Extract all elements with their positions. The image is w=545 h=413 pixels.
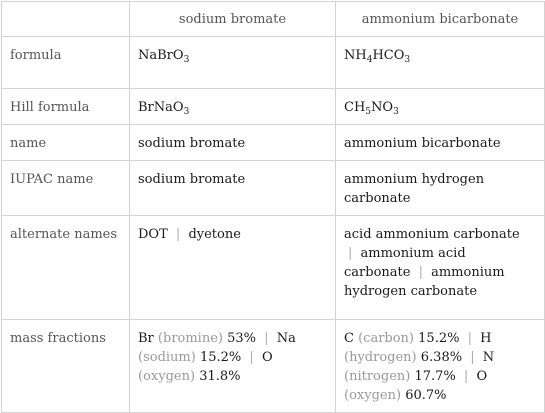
table-row-formula: [2, 37, 545, 89]
table-row-iupac-name: [2, 161, 545, 216]
separator: |: [348, 246, 353, 261]
column-header-ammonium-bicarbonate: ammonium bicarbonate: [336, 2, 545, 37]
mass-fraction-value: 15.2%: [418, 331, 460, 346]
formula-part: NaBrO: [138, 48, 184, 63]
name-sodium-bromate: sodium bromate: [130, 125, 336, 161]
alternate-name: dyetone: [188, 227, 241, 242]
corner-cell: [2, 2, 130, 37]
table-row-alternate-names: [2, 216, 545, 320]
separator: |: [463, 369, 469, 384]
comparison-table: [1, 1, 545, 413]
alternate-name: ammonium hydrogen carbonate: [344, 265, 505, 299]
mass-fraction-value: 31.8%: [199, 369, 241, 384]
formula-part: NH: [344, 48, 367, 63]
formula-subscript: 4: [366, 55, 373, 65]
formula-part: CH: [344, 100, 366, 115]
hill-formula-ammonium-bicarbonate: [336, 89, 545, 125]
formula-subscript: 3: [404, 55, 411, 65]
row-label-iupac-name: IUPAC name: [2, 161, 130, 216]
mass-fraction-value: 17.7%: [414, 369, 456, 384]
alternate-names-ammonium-bicarbonate: [336, 216, 545, 320]
formula-subscript: 3: [183, 107, 190, 117]
element-symbol: Br: [138, 331, 154, 346]
mass-fraction-value: 53%: [227, 331, 257, 346]
element-name: (bromine): [157, 331, 223, 346]
element-symbol: O: [261, 350, 273, 365]
element-symbol: O: [476, 369, 488, 384]
formula-subscript: 3: [393, 107, 399, 117]
element-symbol: Na: [276, 331, 296, 346]
formula-part: NO: [371, 100, 394, 115]
header-row: [2, 2, 545, 37]
element-name: (sodium): [138, 350, 196, 365]
table-row-hill-formula: [2, 89, 545, 125]
formula-part: BrNaO: [138, 100, 184, 115]
hill-formula-sodium-bromate: [130, 89, 336, 125]
row-label-hill-formula: Hill formula: [2, 89, 130, 125]
row-label-mass-fractions: mass fractions: [2, 320, 130, 413]
formula-ammonium-bicarbonate: [336, 37, 545, 89]
row-label-alternate-names: alternate names: [2, 216, 130, 320]
element-symbol: C: [344, 331, 354, 346]
element-name: (oxygen): [344, 388, 402, 403]
name-ammonium-bicarbonate: ammonium bicarbonate: [336, 125, 545, 161]
alternate-name: DOT: [138, 227, 168, 242]
element-name: (nitrogen): [344, 369, 411, 384]
table-row-mass-fractions: [2, 320, 545, 413]
mass-fraction-value: 6.38%: [420, 350, 463, 365]
iupac-name-sodium-bromate: sodium bromate: [130, 161, 336, 216]
separator: |: [467, 331, 472, 346]
separator: |: [175, 227, 181, 242]
alternate-name: ammonium acid carbonate: [344, 246, 466, 280]
mass-fractions-sodium-bromate: [130, 320, 336, 413]
mass-fraction-value: 15.2%: [199, 350, 242, 365]
formula-subscript: 5: [365, 107, 372, 117]
element-name: (hydrogen): [344, 350, 417, 365]
mass-fractions-ammonium-bicarbonate: [336, 320, 545, 413]
table-row-name: [2, 125, 545, 161]
row-label-name: name: [2, 125, 130, 161]
mass-fraction-value: 60.7%: [405, 388, 447, 403]
separator: |: [418, 265, 423, 280]
alternate-names-sodium-bromate: [130, 216, 336, 320]
separator: |: [470, 350, 475, 365]
column-header-sodium-bromate: sodium bromate: [130, 2, 336, 37]
element-symbol: H: [480, 331, 492, 346]
separator: |: [264, 331, 269, 346]
element-symbol: N: [482, 350, 495, 365]
iupac-name-ammonium-bicarbonate: ammonium hydrogen carbonate: [336, 161, 545, 216]
row-label-formula: formula: [2, 37, 130, 89]
formula-subscript: 3: [183, 55, 190, 65]
element-name: (oxygen): [138, 369, 196, 384]
formula-part: HCO: [372, 48, 405, 63]
separator: |: [249, 350, 254, 365]
element-name: (carbon): [358, 331, 415, 346]
alternate-name: acid ammonium carbonate: [344, 227, 520, 242]
formula-sodium-bromate: [130, 37, 336, 89]
